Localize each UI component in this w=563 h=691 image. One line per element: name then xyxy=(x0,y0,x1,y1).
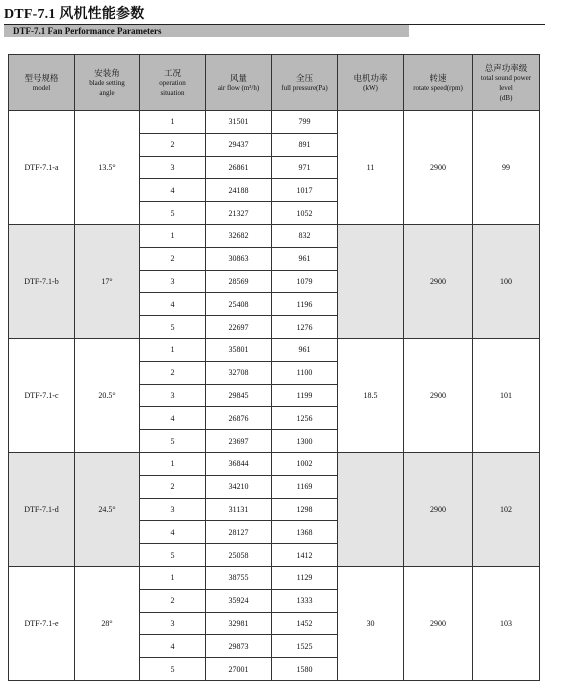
cell-situation: 3 xyxy=(140,612,206,635)
cell-situation: 1 xyxy=(140,452,206,475)
cell-air-flow: 32682 xyxy=(206,224,272,247)
cell-pressure: 961 xyxy=(272,247,338,270)
table-row xyxy=(9,452,540,475)
header-speed: 转速 rotate speed(rpm) xyxy=(404,55,473,111)
cell-situation: 4 xyxy=(140,521,206,544)
cell-situation: 3 xyxy=(140,156,206,179)
cell-air-flow: 25058 xyxy=(206,544,272,567)
cell-model: DTF-7.1-e xyxy=(9,566,75,680)
cell-air-flow: 32981 xyxy=(206,612,272,635)
cell-air-flow: 30863 xyxy=(206,247,272,270)
cell-air-flow: 27001 xyxy=(206,658,272,681)
cell-pressure: 891 xyxy=(272,133,338,156)
cell-air-flow: 26876 xyxy=(206,407,272,430)
cell-pressure: 1169 xyxy=(272,475,338,498)
cell-power xyxy=(338,224,404,338)
cell-speed: 2900 xyxy=(404,452,473,566)
cell-pressure: 1333 xyxy=(272,589,338,612)
cell-pressure: 1079 xyxy=(272,270,338,293)
cell-angle: 24.5° xyxy=(75,452,140,566)
cell-situation: 1 xyxy=(140,224,206,247)
cell-pressure: 1196 xyxy=(272,293,338,316)
cell-pressure: 1452 xyxy=(272,612,338,635)
cell-power: 11 xyxy=(338,111,404,225)
header-model: 型号规格 model xyxy=(9,55,75,111)
cell-model: DTF-7.1-c xyxy=(9,338,75,452)
cell-angle: 20.5° xyxy=(75,338,140,452)
cell-situation: 5 xyxy=(140,430,206,453)
cell-situation: 4 xyxy=(140,407,206,430)
cell-air-flow: 25408 xyxy=(206,293,272,316)
cell-situation: 3 xyxy=(140,384,206,407)
header-sound: 总声功率级 total sound power level (dB) xyxy=(473,55,540,111)
cell-pressure: 1580 xyxy=(272,658,338,681)
cell-situation: 2 xyxy=(140,589,206,612)
cell-angle: 28° xyxy=(75,566,140,680)
header-pressure: 全压 full pressure(Pa) xyxy=(272,55,338,111)
cell-model: DTF-7.1-a xyxy=(9,111,75,225)
cell-sound: 101 xyxy=(473,338,540,452)
cell-situation: 1 xyxy=(140,566,206,589)
cell-model: DTF-7.1-d xyxy=(9,452,75,566)
cell-air-flow: 32708 xyxy=(206,361,272,384)
cell-model: DTF-7.1-b xyxy=(9,224,75,338)
cell-situation: 5 xyxy=(140,658,206,681)
cell-pressure: 1300 xyxy=(272,430,338,453)
cell-air-flow: 23697 xyxy=(206,430,272,453)
cell-angle: 13.5° xyxy=(75,111,140,225)
cell-pressure: 1256 xyxy=(272,407,338,430)
cell-situation: 2 xyxy=(140,361,206,384)
cell-air-flow: 36844 xyxy=(206,452,272,475)
cell-situation: 3 xyxy=(140,270,206,293)
cell-pressure: 1100 xyxy=(272,361,338,384)
cell-pressure: 1276 xyxy=(272,316,338,339)
cell-situation: 4 xyxy=(140,635,206,658)
cell-situation: 2 xyxy=(140,133,206,156)
cell-situation: 4 xyxy=(140,293,206,316)
cell-situation: 4 xyxy=(140,179,206,202)
cell-angle: 17° xyxy=(75,224,140,338)
cell-sound: 103 xyxy=(473,566,540,680)
cell-pressure: 1052 xyxy=(272,202,338,225)
table-header-row xyxy=(9,55,540,111)
header-situation: 工况 operation situation xyxy=(140,55,206,111)
cell-situation: 1 xyxy=(140,111,206,134)
cell-pressure: 961 xyxy=(272,338,338,361)
cell-situation: 3 xyxy=(140,498,206,521)
cell-speed: 2900 xyxy=(404,338,473,452)
cell-pressure: 1002 xyxy=(272,452,338,475)
cell-air-flow: 35801 xyxy=(206,338,272,361)
cell-air-flow: 28127 xyxy=(206,521,272,544)
cell-air-flow: 34210 xyxy=(206,475,272,498)
cell-pressure: 1368 xyxy=(272,521,338,544)
cell-air-flow: 28569 xyxy=(206,270,272,293)
cell-air-flow: 31131 xyxy=(206,498,272,521)
cell-air-flow: 29845 xyxy=(206,384,272,407)
header-blade-angle: 安装角 blade setting angle xyxy=(75,55,140,111)
cell-power: 18.5 xyxy=(338,338,404,452)
cell-pressure: 1525 xyxy=(272,635,338,658)
header-power: 电机功率 (kW) xyxy=(338,55,404,111)
cell-situation: 2 xyxy=(140,247,206,270)
cell-speed: 2900 xyxy=(404,111,473,225)
cell-power: 30 xyxy=(338,566,404,680)
cell-speed: 2900 xyxy=(404,224,473,338)
cell-air-flow: 38755 xyxy=(206,566,272,589)
cell-pressure: 1129 xyxy=(272,566,338,589)
cell-pressure: 1017 xyxy=(272,179,338,202)
cell-sound: 99 xyxy=(473,111,540,225)
cell-situation: 5 xyxy=(140,316,206,339)
cell-air-flow: 31501 xyxy=(206,111,272,134)
cell-pressure: 1412 xyxy=(272,544,338,567)
table-row xyxy=(9,338,540,361)
cell-pressure: 971 xyxy=(272,156,338,179)
cell-situation: 5 xyxy=(140,202,206,225)
cell-sound: 102 xyxy=(473,452,540,566)
table-row xyxy=(9,111,540,134)
cell-pressure: 1298 xyxy=(272,498,338,521)
cell-air-flow: 29873 xyxy=(206,635,272,658)
cell-air-flow: 26861 xyxy=(206,156,272,179)
cell-pressure: 1199 xyxy=(272,384,338,407)
cell-pressure: 799 xyxy=(272,111,338,134)
cell-situation: 5 xyxy=(140,544,206,567)
page-subtitle: DTF-7.1 Fan Performance Parameters xyxy=(13,26,162,36)
table-row xyxy=(9,566,540,589)
cell-power xyxy=(338,452,404,566)
header-air-flow: 风量 air flow (m³/h) xyxy=(206,55,272,111)
cell-sound: 100 xyxy=(473,224,540,338)
page-title: DTF-7.1 风机性能参数 xyxy=(4,7,145,22)
cell-air-flow: 21327 xyxy=(206,202,272,225)
cell-pressure: 832 xyxy=(272,224,338,247)
cell-air-flow: 22697 xyxy=(206,316,272,339)
cell-air-flow: 29437 xyxy=(206,133,272,156)
table-row xyxy=(9,224,540,247)
performance-table xyxy=(8,54,540,681)
cell-situation: 1 xyxy=(140,338,206,361)
cell-speed: 2900 xyxy=(404,566,473,680)
cell-air-flow: 24188 xyxy=(206,179,272,202)
cell-air-flow: 35924 xyxy=(206,589,272,612)
cell-situation: 2 xyxy=(140,475,206,498)
